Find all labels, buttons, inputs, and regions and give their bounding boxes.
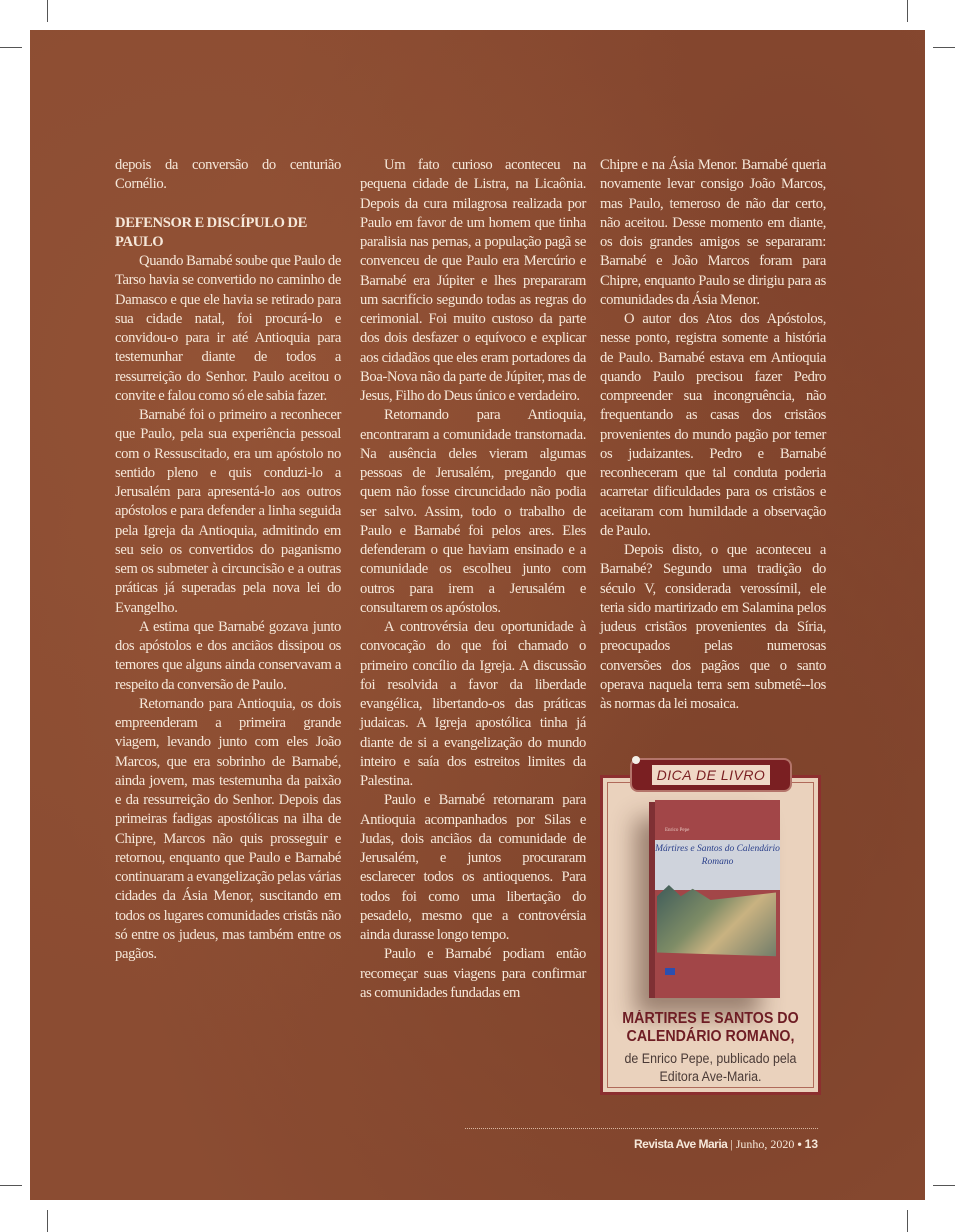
cover-artwork: [657, 885, 776, 960]
book-cover-image: [655, 800, 780, 998]
paragraph: O autor dos Atos dos Apóstolos, nesse ponto, registra somente a história de Paulo. Barnabé estava em Antioquia quando Paulo precisou fazer Pedro compreender sua incongruência, não frequentando as casas dos cristãos provenientes do mundo pagão por temer os judaizantes. Pedro e Barnabé reconheceram que tal conduta poderia acarretar dificuldades para os cristãos e aceitaram com humildade a observação de Paulo.: [600, 311, 826, 539]
paragraph: Barnabé foi o primeiro a reconhecer que Paulo, pela sua experiência pessoal com o Ressuscitado, era um apóstolo no sentido pleno e quis conduzi-lo a Jerusalém para apresentá-lo aos outros apóstolos e para defender a linha seguida pela Igreja da Antioquia, admitindo em seu seio os convertidos do paganismo sem os submeter à circuncisão e a outras práticas já superadas pela nova lei do Evangelho.: [115, 407, 341, 616]
paragraph: Retornando para Antioquia, os dois empreenderam a primeira grande viagem, levando junto com eles João Marcos, que era sobrinho de Barnabé, ainda jovem, mas testemunha da paixão e da ressurreição do Senhor. Depois das primeiras fadigas apostólicas na ilha de Chipre, Marcos não quis prosseguir e retornou, enquanto que Paulo e Barnabé continuaram a evangelização pelas várias cidades da Ásia Menor, suscitando em todos os lugares comunidades cristãs não só entre os judeus, mas também entre os pagãos.: [115, 695, 341, 962]
paragraph: Quando Barnabé soube que Paulo de Tarso havia se convertido no caminho de Damasco e que ele havia se retirado para sua cidade natal, foi procurá-lo e convidou-o para ir até Antioquia para testemunhar diante de todos a ressurreição do Senhor. Paulo aceitou o convite e falou como só ele sabia fazer.: [115, 253, 341, 404]
paragraph: A estima que Barnabé gozava junto dos apóstolos e dos anciãos dissipou os temores que alguns ainda conservavam a respeito da conversão de Paulo.: [115, 618, 341, 693]
publisher-logo-icon: [665, 968, 675, 975]
paragraph: Paulo e Barnabé podiam então recomeçar suas viagens para confirmar as comunidades fundadas em: [360, 946, 586, 1001]
section-heading: DEFENSOR E DISCÍPULO DE PAULO: [115, 214, 307, 250]
decorative-dot: [632, 756, 640, 764]
paragraph: A controvérsia deu oportunidade à convocação do que foi chamado o primeiro concílio da Igreja. A discussão foi resolvida a favor da liberdade evangélica, libertando-os das práticas judaicas. A Igreja apostólica tinha já diante de si a evangelização do mundo inteiro e saía dos estreitos limites da Palestina.: [360, 619, 586, 789]
footer-divider: [465, 1128, 818, 1129]
book-tip-banner: [632, 760, 790, 790]
article-column-1: [115, 156, 341, 964]
article-column-3: [600, 156, 826, 714]
footer-bullet: •: [797, 1137, 802, 1151]
paragraph: depois da conversão do centurião Cornélio.: [115, 157, 341, 193]
paragraph: Paulo e Barnabé retornaram para Antioquia acompanhados por Silas e Judas, dois anciãos da comunidade de Jerusalém, e juntos procuraram esclarecer todos os antioquenos. Para todos foi como uma libertação do pesadelo, mesmo que a controvérsia ainda durasse longo tempo.: [360, 792, 586, 943]
article-column-2: [360, 156, 586, 1003]
book-subtitle: de Enrico Pepe, publicado pela Editora Ave-Maria.: [624, 1051, 797, 1084]
footer-separator: |: [730, 1137, 733, 1151]
magazine-name: Revista Ave Maria: [634, 1137, 728, 1151]
paragraph: Um fato curioso aconteceu na pequena cidade de Listra, na Licaônia. Depois da cura milagrosa realizada por Paulo em favor de um homem que tinha paralisia nas pernas, a população pagã se convenceu de que Paulo era Mercúrio e Barnabé era Júpiter e lhes prepararam um sacrifício segundo todas as regras do cerimonial. Foi muito custoso da parte dos dois desfazer o equívoco e explicar aos cidadãos que eles eram portadores da Boa-Nova não da parte de Júpiter, mas de Jesus, Filho do Deus único e verdadeiro.: [360, 157, 586, 404]
book-title: MÁRTIRES E SANTOS DO CALENDÁRIO ROMANO,: [622, 1010, 799, 1045]
cover-author: Enrico Pepe: [665, 828, 690, 833]
page-footer: [634, 1137, 818, 1152]
page-number: 13: [804, 1137, 818, 1151]
paragraph: Depois disto, o que aconteceu a Barnabé? Segundo uma tradição do século V, considerada verossímil, ele teria sido martirizado em Salamina pelos judeus cristãos provenientes da Síria, preocupados pelas numerosas conversões dos pagãos que o santo operava naquela terra sem submetê--los às normas da lei mosaica.: [600, 542, 826, 712]
issue-date: Junho, 2020: [735, 1137, 795, 1151]
banner-label: DICA DE LIVRO: [652, 765, 770, 785]
paragraph: Chipre e na Ásia Menor. Barnabé queria novamente levar consigo João Marcos, mas Paulo, temeroso de não dar certo, não aceitou. Desse momento em diante, os dois grandes amigos se separaram: Barnabé e João Marcos foram para Chipre, enquanto Paulo se dirigiu para as comunidades da Ásia Menor.: [600, 157, 826, 308]
paragraph: Retornando para Antioquia, encontraram a comunidade transtornada. Na ausência deles vieram algumas pessoas de Jerusalém, pregando que quem não fosse circuncidado não podia ser salvo. Assim, todo o trabalho de Paulo e Barnabé foi pelos ares. Eles defenderam o que haviam ensinado e a comunidade os escolheu junto com outros para irem a Jerusalém e consultarem os apóstolos.: [360, 407, 586, 616]
cover-title: Mártires e Santos do Calendário Romano: [655, 840, 780, 890]
